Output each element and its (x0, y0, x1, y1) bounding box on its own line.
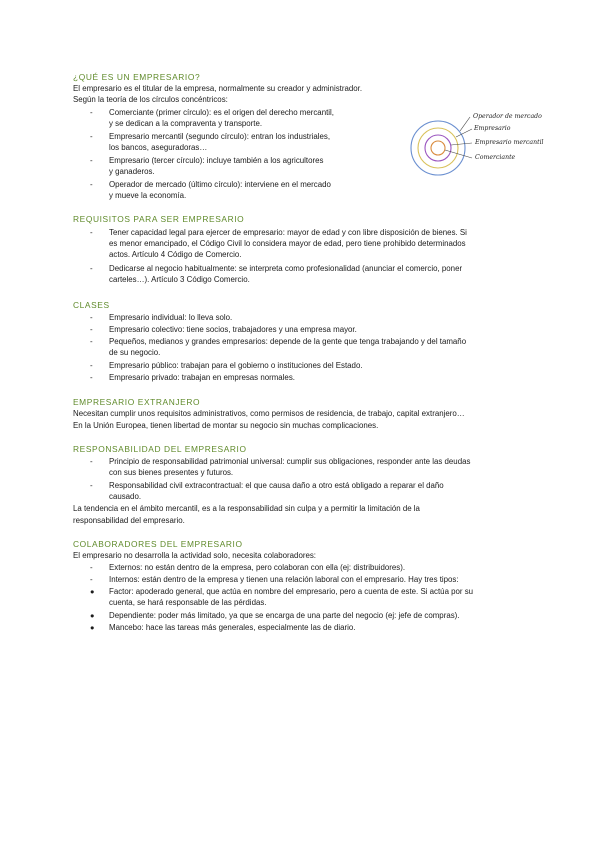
list-item-line: Dependiente: poder más limitado, ya que se encarga de una parte del negocio (ej: jefe de compras). (109, 611, 460, 620)
section-heading-requisitos: REQUISITOS PARA SER EMPRESARIO (73, 214, 245, 224)
list-dash: - (90, 156, 93, 165)
list-item-line: Empresario individual: lo lleva solo. (109, 313, 233, 322)
list-dash: - (90, 575, 93, 584)
list-dash: - (90, 180, 93, 189)
list-item-line: Empresario mercantil (segundo círculo): entran los industriales, (109, 132, 331, 141)
section-heading-clases: CLASES (73, 300, 110, 310)
paragraph-line: En la Unión Europea, tienen libertad de montar su negocio sin muchas complicaciones. (73, 421, 379, 430)
list-item-line: y se dedican a la compraventa y transporte. (109, 119, 263, 128)
paragraph-line: La tendencia en el ámbito mercantil, es a la responsabilidad sin culpa y a permitir la limitación de la (73, 504, 420, 513)
list-item-line: Mancebo: hace las tareas más generales, especialmente las de diario. (109, 623, 356, 632)
list-dash: - (90, 361, 93, 370)
list-dash: - (90, 563, 93, 572)
list-item-line: es menor emancipado, el Código Civil lo considera mayor de edad, pero tiene prohibido determinados (109, 239, 466, 248)
list-item-line: Pequeños, medianos y grandes empresarios: depende de la gente que tenga trabajando y del tamaño (109, 337, 467, 346)
list-item-line: Tener capacidad legal para ejercer de empresario: mayor de edad y con libre disposición de bienes. Si (109, 228, 467, 237)
list-item-line: y mueve la economía. (109, 191, 187, 200)
list-bullet: ● (90, 623, 95, 632)
concentric-circles-diagram (398, 112, 558, 176)
list-item-line: Empresario (tercer círculo): incluye también a los agricultores (109, 156, 324, 165)
list-bullet: ● (90, 611, 95, 620)
diagram-label-empresario: Empresario (474, 125, 511, 132)
list-dash: - (90, 337, 93, 346)
list-item-line: Externos: no están dentro de la empresa, pero colaboran con ella (ej: distribuidores). (109, 563, 406, 572)
diagram-label-comerciante: Comerciante (475, 154, 516, 161)
paragraph-line: Necesitan cumplir unos requisitos administrativos, como permisos de residencia, de trabajo, capital extranjero… (73, 409, 465, 418)
list-item-line: Dedicarse al negocio habitualmente: se interpreta como profesionalidad (anunciar el comercio, poner (109, 264, 463, 273)
diagram-label-operador: Operador de mercado (473, 113, 542, 120)
list-dash: - (90, 457, 93, 466)
paragraph-line: El empresario no desarrolla la actividad solo, necesita colaboradores: (73, 551, 316, 560)
list-item-line: cuenta, se hará responsable de las pérdidas. (109, 598, 267, 607)
list-item-line: de su negocio. (109, 348, 161, 357)
list-dash: - (90, 108, 93, 117)
list-item-line: Empresario público: trabajan para el gobierno o instituciones del Estado. (109, 361, 363, 370)
list-bullet: ● (90, 587, 95, 596)
paragraph-line: Según la teoría de los círculos concéntricos: (73, 95, 228, 104)
list-item-line: carteles…). Artículo 3 Código Comercio. (109, 275, 250, 284)
list-item-line: Operador de mercado (último círculo): interviene en el mercado (109, 180, 331, 189)
list-dash: - (90, 325, 93, 334)
section-heading-que-es: ¿QUÉ ES UN EMPRESARIO? (73, 72, 201, 82)
list-dash: - (90, 373, 93, 382)
list-item-line: Internos: están dentro de la empresa y tienen una relación laboral con el empresario. Hay tres tipos: (109, 575, 459, 584)
list-item-line: Empresario colectivo: tiene socios, trabajadores y una empresa mayor. (109, 325, 357, 334)
list-item-line: actos. Artículo 4 Código de Comercio. (109, 250, 242, 259)
list-item-line: Responsabilidad civil extracontractual: el que causa daño a otro está obligado a reparar el daño (109, 481, 444, 490)
list-item-line: con sus bienes presentes y futuros. (109, 468, 234, 477)
list-dash: - (90, 313, 93, 322)
list-item-line: los bancos, aseguradoras… (109, 143, 208, 152)
section-heading-extranjero: EMPRESARIO EXTRANJERO (73, 397, 201, 407)
list-dash: - (90, 481, 93, 490)
section-heading-colaboradores: COLABORADORES DEL EMPRESARIO (73, 539, 243, 549)
paragraph-line: responsabilidad del empresario. (73, 516, 185, 525)
list-item-line: Empresario privado: trabajan en empresas normales. (109, 373, 295, 382)
list-item-line: causado. (109, 492, 142, 501)
list-item-line: Principio de responsabilidad patrimonial universal: cumplir sus obligaciones, responder ante las deudas (109, 457, 471, 466)
section-heading-responsabilidad: RESPONSABILIDAD DEL EMPRESARIO (73, 444, 247, 454)
diagram-label-empresario-mercantil: Empresario mercantil (475, 139, 544, 146)
list-item-line: Comerciante (primer círculo): es el origen del derecho mercantil, (109, 108, 334, 117)
list-dash: - (90, 132, 93, 141)
list-dash: - (90, 228, 93, 237)
paragraph-line: El empresario es el titular de la empresa, normalmente su creador y administrador. (73, 84, 363, 93)
list-item-line: y ganaderos. (109, 167, 155, 176)
list-dash: - (90, 264, 93, 273)
list-item-line: Factor: apoderado general, que actúa en nombre del empresario, pero a cuenta de este. Si actúa por su (109, 587, 474, 596)
